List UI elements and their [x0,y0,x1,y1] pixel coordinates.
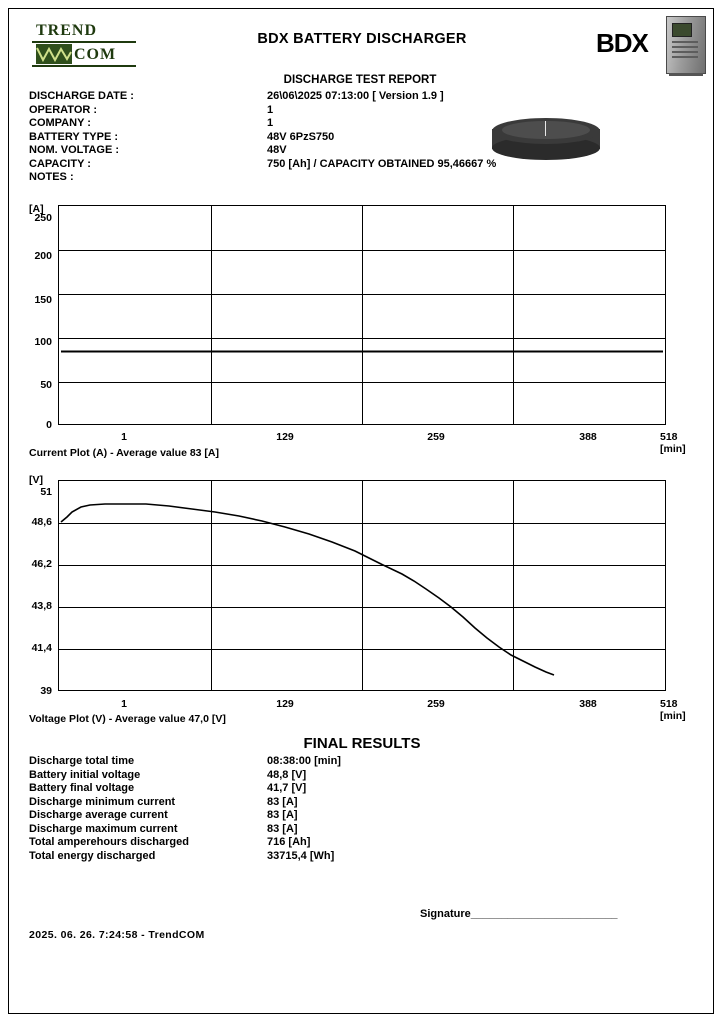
result-value: 83 [A] [267,795,298,808]
result-value: 41,7 [V] [267,782,307,794]
result-label: Battery final voltage [29,782,135,794]
logo-text-com: COM [74,46,117,63]
result-label: Discharge total time [29,755,135,767]
current-axis-unit: [A] [29,203,44,215]
voltage-ytick: 46,2 [31,558,52,570]
result-label: Discharge average current [29,809,168,821]
voltage-plot-area [58,480,666,691]
current-xtick: 129 [276,431,294,443]
logo-waveform-icon [36,44,72,64]
current-xtick: 518 [min] [660,431,686,455]
result-row [29,850,341,864]
result-label: Discharge maximum current [29,822,178,835]
info-value: 26\06\2025 07:13:00 [ Version 1.9 ] [267,90,444,102]
voltage-series-line [59,481,665,690]
page-title: BDX BATTERY DISCHARGER [257,31,467,47]
result-value: 08:38:00 [min] [267,755,341,767]
battery-terminal [545,121,546,136]
current-ytick: 250 [34,212,52,224]
result-row [29,809,341,823]
result-row [29,823,341,837]
result-row [29,769,341,783]
bdx-logo [596,16,706,74]
battery-highlight [502,121,590,139]
voltage-xtick: 129 [276,698,294,710]
voltage-xtick: 259 [427,698,445,710]
result-value: 83 [A] [267,809,298,821]
bdx-wordmark: BDX [596,28,648,58]
voltage-ytick: 51 [40,486,52,498]
info-row [29,104,689,118]
result-value: 33715,4 [Wh] [267,849,335,862]
discharger-machine-icon [666,16,706,74]
current-plot-area [58,205,666,425]
result-row [29,755,341,769]
info-value: 48V [267,144,287,156]
voltage-ytick: 41,4 [31,642,52,654]
voltage-plot-caption: Voltage Plot (V) - Average value 47,0 [V] [29,713,226,725]
machine-vent [672,51,698,53]
result-value: 48,8 [V] [267,768,307,781]
result-row [29,836,341,850]
voltage-ytick: 43,8 [31,600,52,612]
current-xtick: 1 [121,431,127,443]
logo-rule-bottom [32,65,136,67]
signature-line: Signature________________________ [420,908,618,920]
current-ytick: 150 [34,294,52,306]
info-label: CAPACITY : [29,157,91,170]
current-ytick: 50 [40,379,52,391]
info-row [29,90,689,104]
result-row [29,796,341,810]
battery-icon [492,118,600,160]
result-row [29,782,341,796]
info-label: OPERATOR : [29,103,98,116]
voltage-xtick: 518 [min] [660,698,686,722]
info-value: 750 [Ah] / CAPACITY OBTAINED 95,46667 % [267,157,497,170]
current-ytick: 0 [46,419,52,431]
machine-vent [672,41,698,43]
current-plot-caption: Current Plot (A) - Average value 83 [A] [29,447,220,459]
current-xtick: 388 [579,431,597,443]
info-value: 48V 6PzS750 [267,130,335,143]
result-value: 83 [A] [267,822,298,835]
info-value: 1 [267,117,274,129]
current-ytick: 100 [34,336,52,348]
result-label: Discharge minimum current [29,795,176,808]
result-value: 716 [Ah] [267,836,311,848]
machine-base [669,73,703,76]
result-label: Total amperehours discharged [29,836,189,848]
info-label: DISCHARGE DATE : [29,90,134,102]
info-label: BATTERY TYPE : [29,130,119,143]
info-label: COMPANY : [29,117,91,129]
voltage-ytick: 39 [40,685,52,697]
final-results-title: FINAL RESULTS [303,735,421,752]
result-label: Total energy discharged [29,849,156,862]
info-label: NOTES : [29,171,74,183]
logo-text-trend: TREND [36,22,98,39]
current-xtick: 259 [427,431,445,443]
current-ytick: 200 [34,250,52,262]
final-results-table [29,755,341,863]
current-series-line [59,206,665,424]
info-row [29,171,689,185]
machine-vent [672,46,698,48]
voltage-xtick: 388 [579,698,597,710]
machine-display [672,23,692,37]
voltage-ytick: 48,6 [31,516,52,528]
footer-timestamp: 2025. 06. 26. 7:24:58 - TrendCOM [29,929,205,941]
info-label: NOM. VOLTAGE : [29,144,120,156]
machine-vent [672,56,698,58]
result-label: Battery initial voltage [29,768,141,781]
voltage-xtick: 1 [121,698,127,710]
voltage-axis-unit: [V] [29,474,43,486]
report-heading: DISCHARGE TEST REPORT [283,74,437,86]
info-value: 1 [267,103,274,116]
